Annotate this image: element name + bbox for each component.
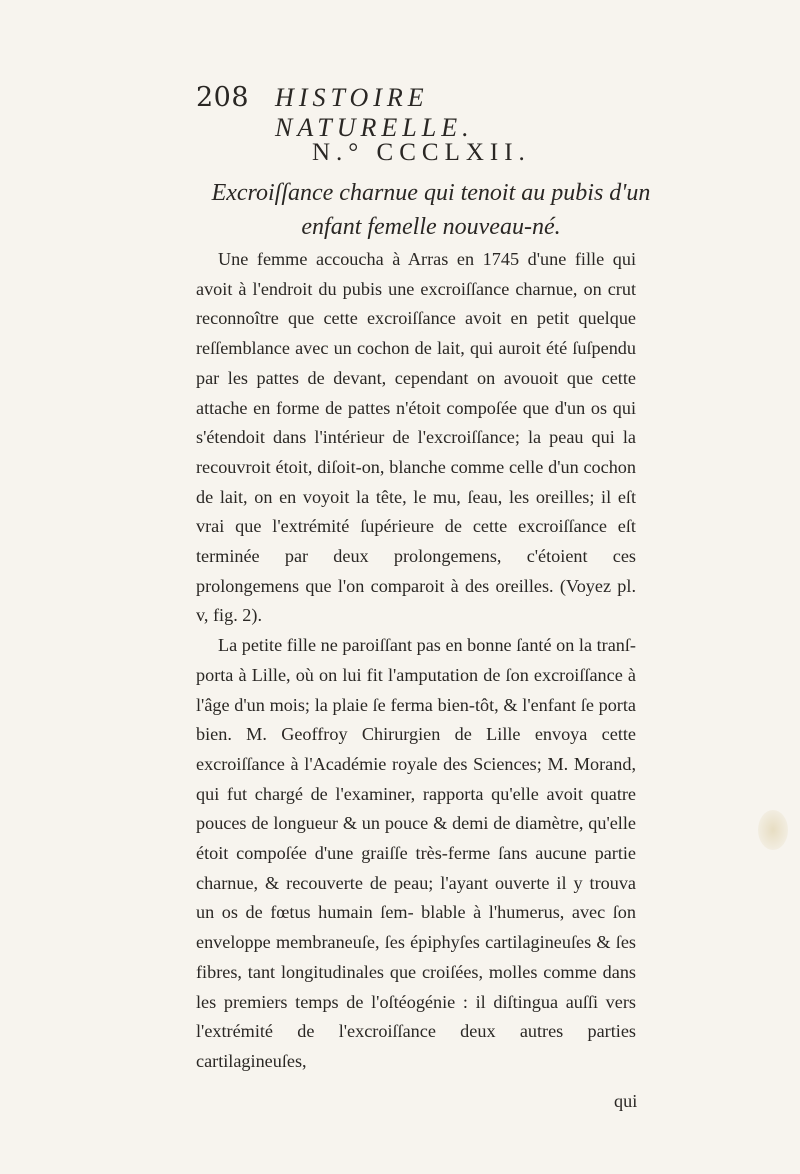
entry-number: N.° CCCLXII. (312, 139, 531, 166)
section-title: Excroiſſance charnue qui tenoit au pubis d'un enfant femelle nouveau-né. (211, 180, 651, 240)
paper-stain (758, 810, 788, 850)
paragraph: La petite fille ne paroiſſant pas en bonne ſanté on la tranſ- porta à Lille, où on lui fit l'amputation de ſon excroiſſance à l'âge d'un mois; la plaie ſe ferma bien-tôt, & l'enfant ſe porta bien. M. Geoffroy Chirurgien de Lille envoya cette excroiſſance à l'Académie royale des Sciences; M. Morand, qui fut chargé de l'examiner, rapporta qu'elle avoit quatre pouces de longueur & un pouce & demi de diamètre, qu'elle étoit compoſée d'une graiſſe très-ferme ſans aucune partie charnue, & recouverte de peau; l'ayant ouverte il y trouva un os de fœtus humain ſem- blable à l'humerus, avec ſon enveloppe membraneuſe, ſes épiphyſes cartilagineuſes & ſes fibres, tant longitudinales que croiſées, molles comme dans les premiers temps de l'oſtéogénie : il diſtingua auſſi vers l'extrémité de l'excroiſſance deux autres parties cartilagineuſes, (196, 635, 636, 1071)
body-text (196, 245, 636, 1077)
paragraph: Une femme accoucha à Arras en 1745 d'une fille qui avoit à l'endroit du pubis une excroiſſance charnue, on crut reconnoître que cette excroiſſance avoit en petit quelque reſſemblance avec un cochon de lait, qui auroit été ſuſpendu par les pattes de devant, cependant on avouoit que cette attache en forme de pattes n'étoit compoſée que d'un os qui s'étendoit dans l'intérieur de l'excroiſſance; la peau qui la recouvroit étoit, diſoit-on, blanche comme celle d'un cochon de lait, on en voyoit la tête, le mu, ſeau, les oreilles; il eſt vrai que l'extrémité ſupérieure de cette excroiſſance eſt terminée par deux prolongemens, c'étoient ces prolongemens que l'on comparoit à des oreilles. (Voyez pl. v, fig. 2). (196, 249, 636, 626)
catchword: qui (614, 1091, 638, 1111)
page-header (196, 82, 636, 142)
running-title: HISTOIRE NATURELLE. (275, 83, 474, 142)
page-number: 208 (196, 82, 250, 113)
